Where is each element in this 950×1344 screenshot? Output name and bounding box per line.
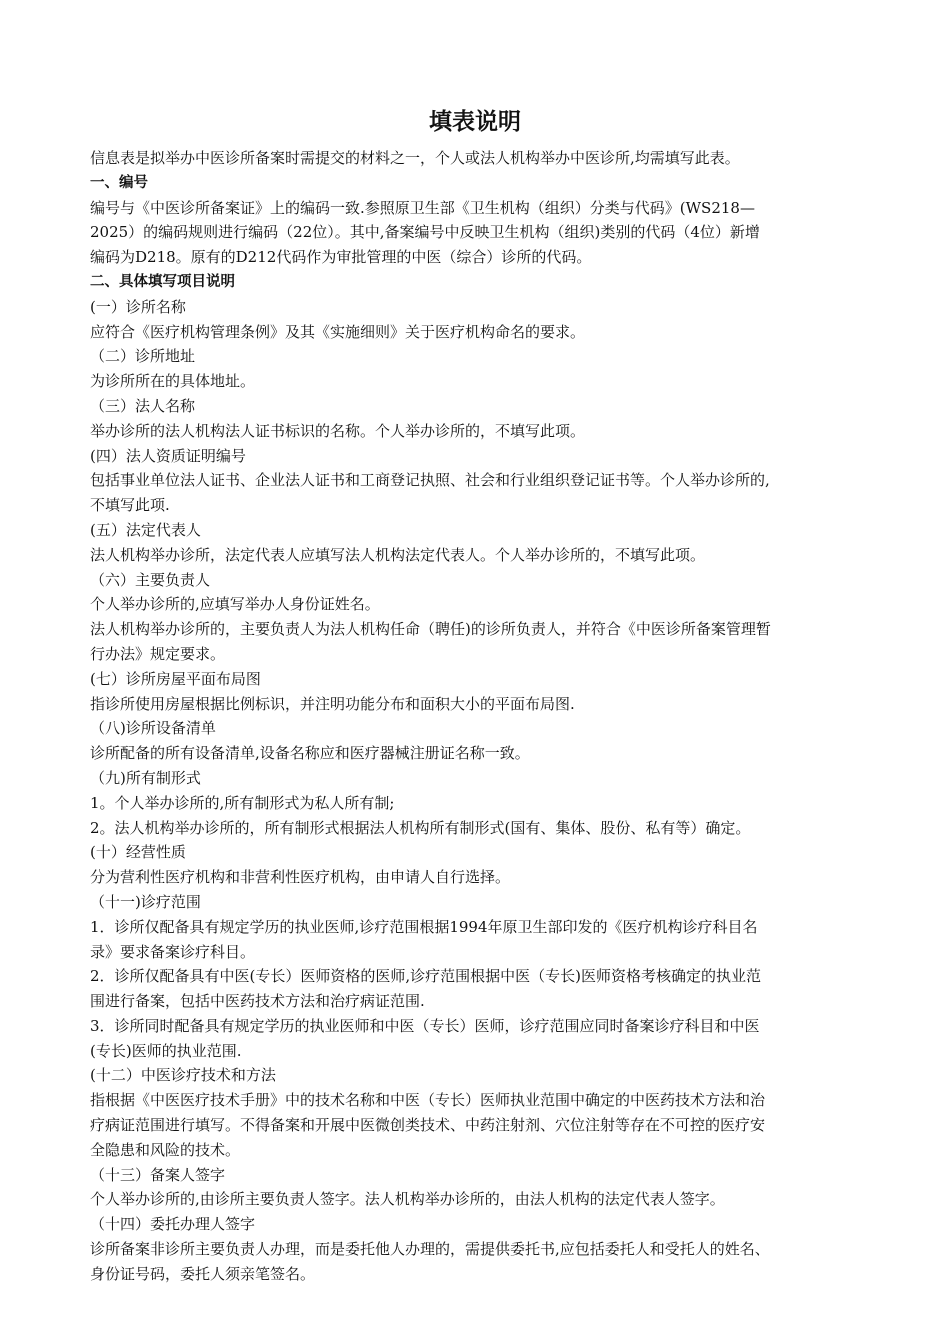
section-heading-items: 二、具体填写项目说明 bbox=[90, 273, 235, 290]
item-block bbox=[90, 444, 860, 518]
item-block bbox=[90, 394, 860, 444]
numbering-line: 2025）的编码规则进行编码（22位）。其中,备案编号中反映卫生机构（组织)类别的代码（4位）新增 bbox=[90, 223, 760, 242]
item-label: (四）法人资质证明编号 bbox=[90, 446, 246, 465]
item-block bbox=[90, 840, 860, 890]
item-text-line: 不填写此项. bbox=[90, 496, 170, 515]
document-page bbox=[90, 102, 860, 1287]
item-label: （六）主要负责人 bbox=[90, 570, 211, 589]
item-text-line: 行办法》规定要求。 bbox=[90, 644, 226, 663]
item-text-line: 分为营利性医疗机构和非营利性医疗机构，由申请人自行选择。 bbox=[90, 868, 511, 887]
item-text-line: 3．诊所同时配备具有规定学历的执业医师和中医（专长）医师，诊疗范围应同时备案诊疗科目和中医 bbox=[90, 1016, 760, 1035]
item-text-line: 2。法人机构举办诊所的，所有制形式根据法人机构所有制形式(国有、集体、股份、私有等）确定。 bbox=[90, 818, 751, 837]
item-label: （二）诊所地址 bbox=[90, 347, 196, 366]
item-label: （八)诊所设备清单 bbox=[90, 719, 216, 738]
item-text-line: 1。个人举办诊所的,所有制形式为私人所有制; bbox=[90, 793, 395, 812]
section-items bbox=[90, 270, 860, 1287]
item-block bbox=[90, 344, 860, 394]
item-label: (十）经营性质 bbox=[90, 843, 186, 862]
item-text-line: 指根据《中医医疗技术手册》中的技术名称和中医（专长）医师执业范围中确定的中医药技术方法和治 bbox=[90, 1091, 766, 1110]
item-label: （十四）委托办理人签字 bbox=[90, 1215, 256, 1234]
item-block bbox=[90, 1063, 860, 1162]
item-text-line: 诊所备案非诊所主要负责人办理，而是委托他人办理的，需提供委托书,应包括委托人和受托人的姓名、 bbox=[90, 1240, 770, 1259]
item-text-line: 个人举办诊所的,由诊所主要负责人签字。法人机构举办诊所的，由法人机构的法定代表人签字。 bbox=[90, 1190, 725, 1209]
item-label: (十二）中医诊疗技术和方法 bbox=[90, 1066, 276, 1085]
item-label: （十三）备案人签字 bbox=[90, 1165, 226, 1184]
item-text-line: 录》要求备案诊疗科目。 bbox=[90, 942, 256, 961]
intro-paragraph: 信息表是拟举办中医诊所备案时需提交的材料之一，个人或法人机构举办中医诊所,均需填写此表。 bbox=[90, 149, 740, 167]
page-title: 填表说明 bbox=[429, 109, 521, 135]
item-block bbox=[90, 716, 860, 766]
numbering-line: 编号与《中医诊所备案证》上的编码一致.参照原卫生部《卫生机构（组织）分类与代码》(WS218— bbox=[90, 198, 755, 217]
item-text-line: 法人机构举办诊所的，主要负责人为法人机构任命（聘任)的诊所负责人，并符合《中医诊所备案管理暂 bbox=[90, 620, 771, 639]
item-text-line: 个人举办诊所的,应填写举办人身份证姓名。 bbox=[90, 595, 380, 614]
item-block bbox=[90, 667, 860, 717]
item-text-line: 包括事业单位法人证书、企业法人证书和工商登记执照、社会和行业组织登记证书等。个人举办诊所的, bbox=[90, 471, 770, 490]
item-label: (一）诊所名称 bbox=[90, 297, 186, 316]
item-block bbox=[90, 518, 860, 568]
item-text-line: 诊所配备的所有设备清单,设备名称应和医疗器械注册证名称一致。 bbox=[90, 744, 530, 763]
item-text-line: 举办诊所的法人机构法人证书标识的名称。个人举办诊所的，不填写此项。 bbox=[90, 421, 586, 440]
item-text-line: 指诊所使用房屋根据比例标识，并注明功能分布和面积大小的平面布局图. bbox=[90, 694, 575, 713]
items-list bbox=[90, 295, 860, 1287]
section-heading-numbering: 一、编号 bbox=[90, 174, 148, 191]
section-numbering bbox=[90, 171, 860, 270]
item-block bbox=[90, 568, 860, 667]
item-text-line: 疗病证范围进行填写。不得备案和开展中医微创类技术、中药注射剂、穴位注射等存在不可控的医疗安 bbox=[90, 1116, 766, 1135]
item-block bbox=[90, 1212, 860, 1286]
item-label: （十一)诊疗范围 bbox=[90, 892, 201, 911]
item-text-line: 身份证号码，委托人须亲笔签名。 bbox=[90, 1264, 316, 1283]
item-label: （九)所有制形式 bbox=[90, 768, 201, 787]
item-block bbox=[90, 295, 860, 345]
item-text-line: 全隐患和风险的技术。 bbox=[90, 1140, 241, 1159]
item-text-line: 围进行备案，包括中医药技术方法和治疗病证范围. bbox=[90, 992, 425, 1011]
item-text-line: 1．诊所仅配备具有规定学历的执业医师,诊疗范围根据1994年原卫生部印发的《医疗机构诊疗科目名 bbox=[90, 917, 758, 936]
item-label: (七）诊所房屋平面布局图 bbox=[90, 669, 261, 688]
item-block bbox=[90, 1163, 860, 1213]
item-text-line: 为诊所所在的具体地址。 bbox=[90, 372, 256, 391]
item-block bbox=[90, 766, 860, 840]
item-label: (五）法定代表人 bbox=[90, 520, 201, 539]
item-label: （三）法人名称 bbox=[90, 396, 196, 415]
item-text-line: 应符合《医疗机构管理条例》及其《实施细则》关于医疗机构命名的要求。 bbox=[90, 322, 586, 341]
item-block bbox=[90, 890, 860, 1064]
item-text-line: 法人机构举办诊所，法定代表人应填写法人机构法定代表人。个人举办诊所的，不填写此项。 bbox=[90, 545, 706, 564]
item-text-line: 2．诊所仅配备具有中医(专长）医师资格的医师,诊疗范围根据中医（专长)医师资格考核确定的执业范 bbox=[90, 967, 762, 986]
item-text-line: (专长)医师的执业范围. bbox=[90, 1041, 242, 1060]
numbering-line: 编码为D218。原有的D212代码作为审批管理的中医（综合）诊所的代码。 bbox=[90, 248, 592, 267]
